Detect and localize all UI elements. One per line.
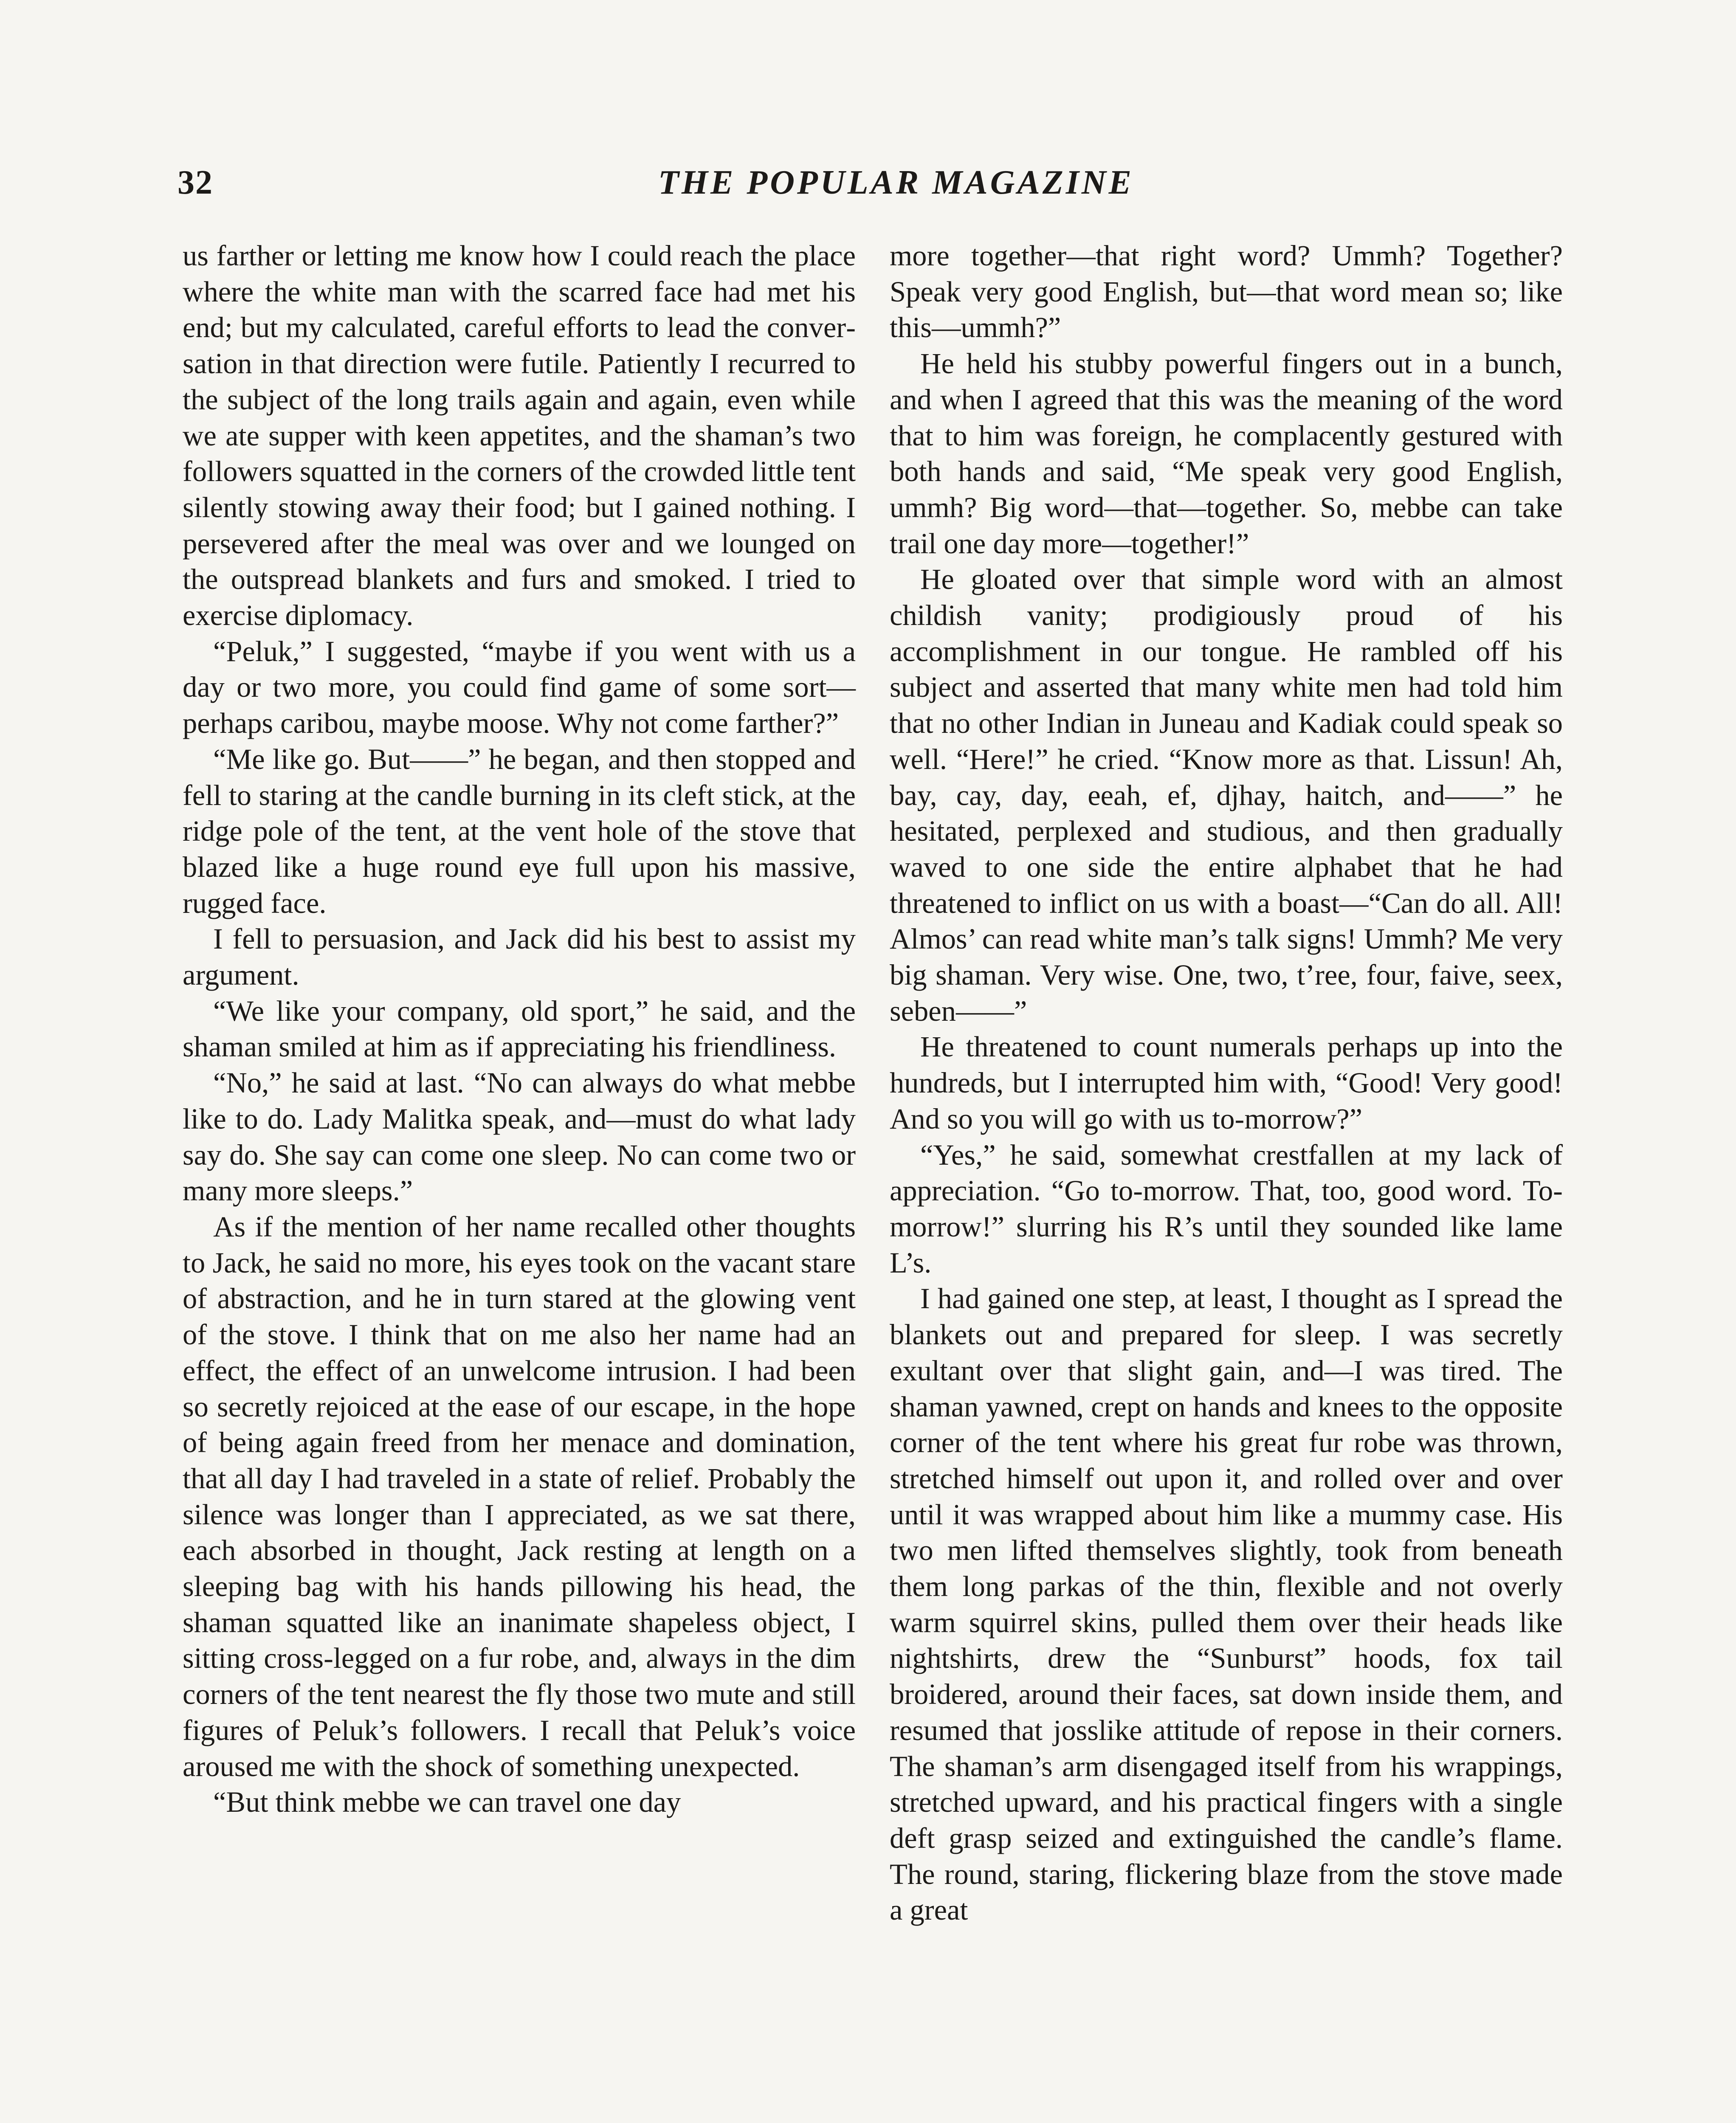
left-column — [183, 238, 856, 1820]
paragraph: more together—that right word? Ummh? Together? Speak very good English, but—that word mean so; like this—ummh?” — [890, 239, 1563, 344]
paragraph: us farther or letting me know how I could reach the place where the white man with the scarred face had met his end; but my calculated, careful efforts to lead the conversation in that direction were futile. Patiently I recurred to the subject of the long trails again and again, even while we ate supper with keen appetites, and the shaman’s two followers squatted in the corners of the crowded little tent silently stowing away their food; but I gained nothing. I persevered after the meal was over and we lounged on the outspread blankets and furs and smoked. I tried to exercise diplomacy. — [183, 239, 856, 632]
paragraph: “Me like go. But——” he began, and then stopped and fell to staring at the candle burning in its cleft stick, at the ridge pole of the tent, at the vent hole of the stove that blazed like a huge round eye full upon his massive, rugged face. — [183, 743, 856, 919]
right-column — [890, 238, 1563, 1928]
paragraph: “We like your company, old sport,” he said, and the shaman smiled at him as if appreciating his friendliness. — [183, 994, 856, 1063]
paragraph: He held his stubby powerful fingers out in a bunch, and when I agreed that this was the meaning of the word that to him was foreign, he complacently gestured with both hands and said, “Me speak very good English, ummh? Big word—that—together. So, mebbe can take trail one day more—together!” — [890, 347, 1563, 560]
page-number: 32 — [178, 164, 213, 201]
paragraph: As if the mention of her name recalled other thoughts to Jack, he said no more, his eyes took on the vacant stare of abstraction, and he in turn stared at the glowing vent of the stove. I think that on me also her name had an effect, the effect of an unwelcome intrusion. I had been so secretly rejoiced at the ease of our escape, in the hope of being again freed from her menace and domination, that all day I had traveled in a state of relief. Probably the silence was longer than I appreciated, as we sat there, each absorbed in thought, Jack resting at length on a sleeping bag with his hands pillowing his head, the shaman squatted like an inanimate shapeless object, I sitting cross-legged on a fur robe, and, always in the dim corners of the tent nearest the fly those two mute and still figures of Peluk’s followers. I recall that Peluk’s voice aroused me with the shock of something unexpected. — [183, 1210, 856, 1782]
paragraph: He gloated over that simple word with an almost childish vanity; prodigiously proud of his accomplishment in our tongue. He rambled off his subject and asserted that many white men had told him that no other Indian in Juneau and Kadiak could speak so well. “Here!” he cried. “Know more as that. Lissun! Ah, bay, cay, day, eeah, ef, djhay, haitch, and——” he hesitated, perplexed and studious, and then gradually waved to one side the entire alphabet that he had threatened to inflict on us with a boast—“Can do all. All! Almos’ can read white man’s talk signs! Ummh? Me very big shaman. Very wise. One, two, t’ree, four, faive, seex, seben——” — [890, 563, 1563, 1027]
paragraph: He threatened to count numerals perhaps up into the hundreds, but I interrupted him with, “Good! Very good! And so you will go with us to-morrow?” — [890, 1031, 1563, 1135]
paragraph: “Yes,” he said, somewhat crestfallen at my lack of appreciation. “Go to-morrow. That, too, good word. To-morrow!” slurring his R’s until they sounded like lame L’s. — [890, 1138, 1563, 1279]
paragraph: “Peluk,” I suggested, “maybe if you went with us a day or two more, you could find game of some sort—perhaps caribou, maybe moose. Why not come farther?” — [183, 635, 856, 740]
paragraph: “But think mebbe we can travel one day — [213, 1786, 681, 1819]
paragraph: “No,” he said at last. “No can always do what mebbe like to do. Lady Malitka speak, and—must do what lady say do. She say can come one sleep. No can come two or many more sleeps.” — [183, 1067, 856, 1207]
paragraph: I had gained one step, at least, I thought as I spread the blankets out and prepared for sleep. I was secretly exultant over that slight gain, and—I was tired. The shaman yawned, crept on hands and knees to the opposite corner of the tent where his great fur robe was thrown, stretched himself out upon it, and rolled over and over until it was wrapped about him like a mummy case. His two men lifted themselves slightly, took from beneath them long parkas of the thin, flexible and not overly warm squirrel skins, pulled them over their heads like nightshirts, drew the “Sunburst” hoods, fox tail broidered, around their faces, sat down inside them, and resumed that josslike attitude of repose in their corners. The shaman’s arm disengaged itself from his wrappings, stretched upward, and his practical fingers with a single deft grasp seized and extinguished the candle’s flame. The round, staring, flickering blaze from the stove made a great — [890, 1282, 1563, 1926]
paragraph: I fell to persuasion, and Jack did his best to assist my argument. — [183, 923, 856, 991]
running-head: THE POPULAR MAGAZINE — [658, 164, 1134, 201]
